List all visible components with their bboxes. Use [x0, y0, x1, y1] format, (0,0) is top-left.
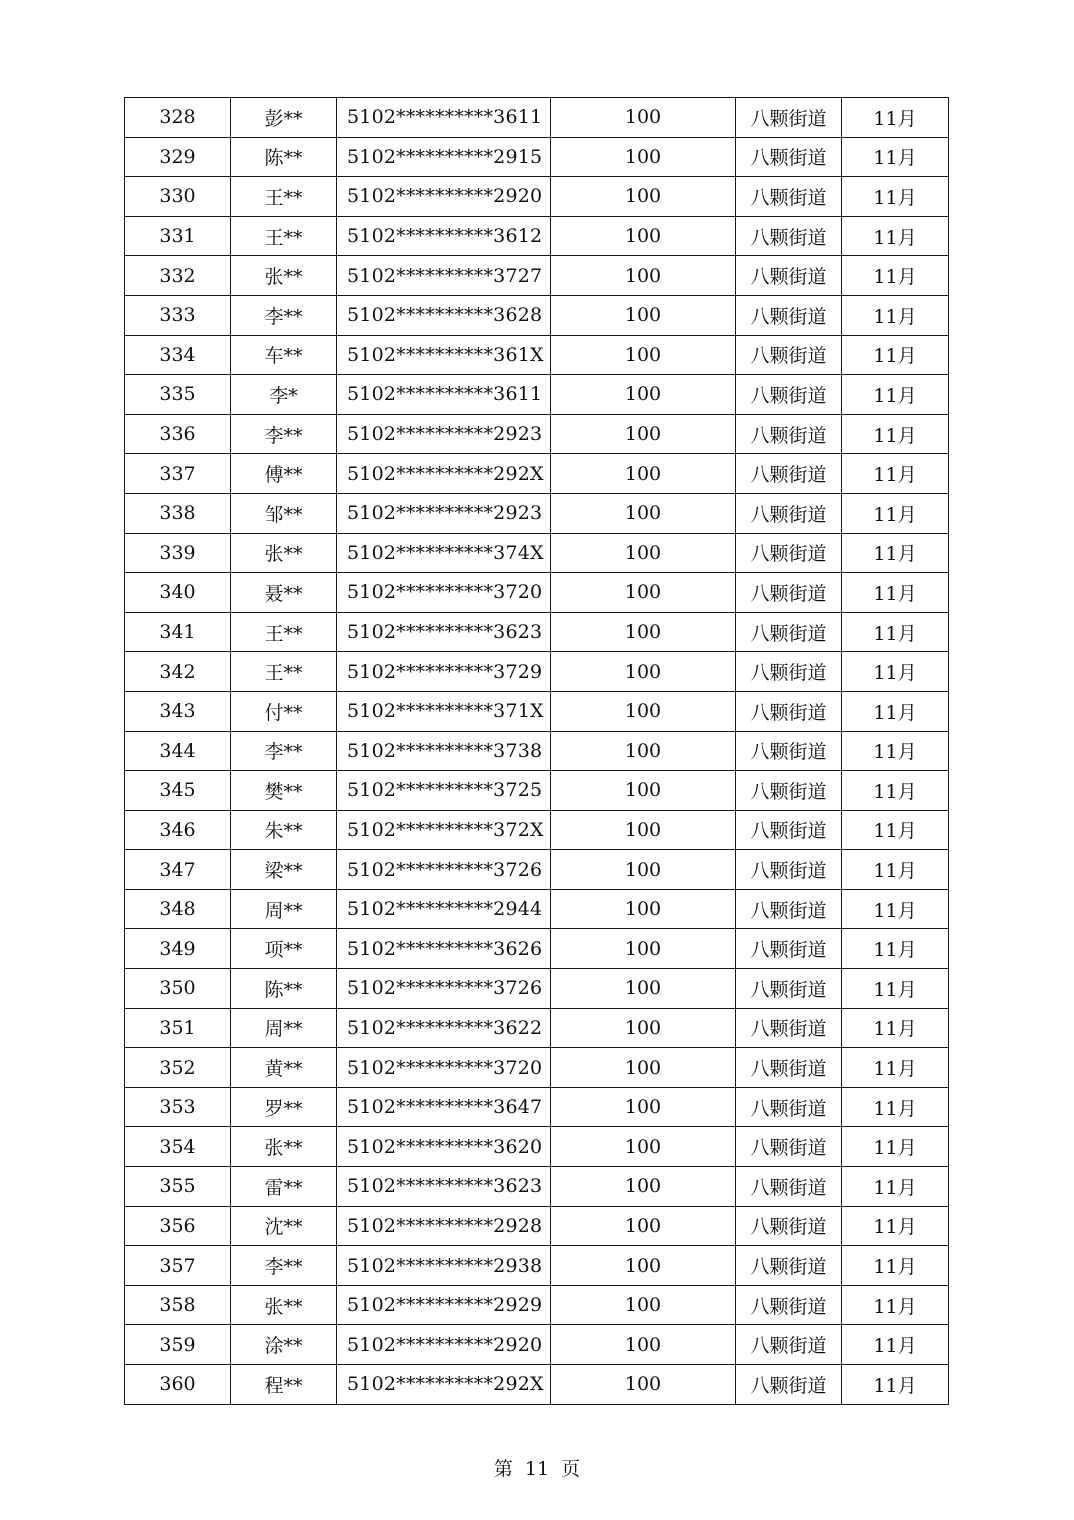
amount-cell: 100 [551, 850, 736, 890]
month-cell: 11月 [842, 177, 949, 217]
roster-body [125, 98, 949, 1405]
table-row [125, 810, 949, 850]
id-number-cell: 5102**********3620 [337, 1127, 551, 1167]
name-cell: 陈** [231, 969, 337, 1009]
serial-number-cell: 349 [125, 929, 231, 969]
month-cell: 11月 [842, 1325, 949, 1365]
name-cell: 张** [231, 256, 337, 296]
table-row [125, 929, 949, 969]
id-number-cell: 5102**********3738 [337, 731, 551, 771]
amount-cell: 100 [551, 691, 736, 731]
amount-cell: 100 [551, 1048, 736, 1088]
street-cell: 八颗街道 [736, 1325, 842, 1365]
name-cell: 周** [231, 889, 337, 929]
id-number-cell: 5102**********2923 [337, 493, 551, 533]
month-cell: 11月 [842, 1285, 949, 1325]
month-cell: 11月 [842, 612, 949, 652]
serial-number-cell: 342 [125, 652, 231, 692]
street-cell: 八颗街道 [736, 533, 842, 573]
name-cell: 王** [231, 177, 337, 217]
table-row [125, 850, 949, 890]
amount-cell: 100 [551, 1167, 736, 1207]
serial-number-cell: 330 [125, 177, 231, 217]
id-number-cell: 5102**********3727 [337, 256, 551, 296]
serial-number-cell: 347 [125, 850, 231, 890]
month-cell: 11月 [842, 216, 949, 256]
amount-cell: 100 [551, 612, 736, 652]
month-cell: 11月 [842, 1087, 949, 1127]
amount-cell: 100 [551, 454, 736, 494]
month-cell: 11月 [842, 98, 949, 138]
id-number-cell: 5102**********2929 [337, 1285, 551, 1325]
table-row [125, 1206, 949, 1246]
name-cell: 沈** [231, 1206, 337, 1246]
serial-number-cell: 341 [125, 612, 231, 652]
amount-cell: 100 [551, 177, 736, 217]
serial-number-cell: 344 [125, 731, 231, 771]
name-cell: 樊** [231, 771, 337, 811]
month-cell: 11月 [842, 533, 949, 573]
table-row [125, 1285, 949, 1325]
month-cell: 11月 [842, 137, 949, 177]
table-row [125, 137, 949, 177]
month-cell: 11月 [842, 335, 949, 375]
serial-number-cell: 355 [125, 1167, 231, 1207]
amount-cell: 100 [551, 1285, 736, 1325]
serial-number-cell: 340 [125, 573, 231, 613]
street-cell: 八颗街道 [736, 493, 842, 533]
name-cell: 雷** [231, 1167, 337, 1207]
month-cell: 11月 [842, 1206, 949, 1246]
name-cell: 李** [231, 414, 337, 454]
amount-cell: 100 [551, 256, 736, 296]
street-cell: 八颗街道 [736, 1167, 842, 1207]
amount-cell: 100 [551, 1087, 736, 1127]
amount-cell: 100 [551, 652, 736, 692]
table-row [125, 216, 949, 256]
table-row [125, 454, 949, 494]
amount-cell: 100 [551, 1127, 736, 1167]
name-cell: 涂** [231, 1325, 337, 1365]
table-row [125, 1167, 949, 1207]
street-cell: 八颗街道 [736, 1246, 842, 1286]
name-cell: 李** [231, 731, 337, 771]
id-number-cell: 5102**********3626 [337, 929, 551, 969]
street-cell: 八颗街道 [736, 335, 842, 375]
street-cell: 八颗街道 [736, 929, 842, 969]
serial-number-cell: 348 [125, 889, 231, 929]
id-number-cell: 5102**********3726 [337, 850, 551, 890]
month-cell: 11月 [842, 454, 949, 494]
name-cell: 陈** [231, 137, 337, 177]
serial-number-cell: 359 [125, 1325, 231, 1365]
table-row [125, 295, 949, 335]
id-number-cell: 5102**********292X [337, 454, 551, 494]
amount-cell: 100 [551, 929, 736, 969]
table-row [125, 98, 949, 138]
serial-number-cell: 352 [125, 1048, 231, 1088]
serial-number-cell: 336 [125, 414, 231, 454]
amount-cell: 100 [551, 1206, 736, 1246]
id-number-cell: 5102**********3725 [337, 771, 551, 811]
street-cell: 八颗街道 [736, 810, 842, 850]
month-cell: 11月 [842, 1008, 949, 1048]
id-number-cell: 5102**********2923 [337, 414, 551, 454]
serial-number-cell: 334 [125, 335, 231, 375]
amount-cell: 100 [551, 889, 736, 929]
amount-cell: 100 [551, 493, 736, 533]
month-cell: 11月 [842, 652, 949, 692]
name-cell: 李** [231, 1246, 337, 1286]
id-number-cell: 5102**********361X [337, 335, 551, 375]
amount-cell: 100 [551, 731, 736, 771]
month-cell: 11月 [842, 1167, 949, 1207]
month-cell: 11月 [842, 1365, 949, 1405]
id-number-cell: 5102**********3611 [337, 98, 551, 138]
id-number-cell: 5102**********2915 [337, 137, 551, 177]
id-number-cell: 5102**********2920 [337, 177, 551, 217]
month-cell: 11月 [842, 969, 949, 1009]
serial-number-cell: 337 [125, 454, 231, 494]
amount-cell: 100 [551, 1246, 736, 1286]
serial-number-cell: 332 [125, 256, 231, 296]
serial-number-cell: 335 [125, 375, 231, 415]
street-cell: 八颗街道 [736, 137, 842, 177]
name-cell: 李* [231, 375, 337, 415]
id-number-cell: 5102**********3622 [337, 1008, 551, 1048]
street-cell: 八颗街道 [736, 98, 842, 138]
id-number-cell: 5102**********3726 [337, 969, 551, 1009]
name-cell: 傅** [231, 454, 337, 494]
month-cell: 11月 [842, 256, 949, 296]
name-cell: 王** [231, 612, 337, 652]
id-number-cell: 5102**********3729 [337, 652, 551, 692]
name-cell: 张** [231, 533, 337, 573]
serial-number-cell: 333 [125, 295, 231, 335]
street-cell: 八颗街道 [736, 1285, 842, 1325]
name-cell: 梁** [231, 850, 337, 890]
table-row [125, 731, 949, 771]
table-row [125, 1087, 949, 1127]
page-number: 第 11 页 [493, 1458, 581, 1480]
id-number-cell: 5102**********3623 [337, 1167, 551, 1207]
amount-cell: 100 [551, 810, 736, 850]
name-cell: 李** [231, 295, 337, 335]
street-cell: 八颗街道 [736, 1048, 842, 1088]
table-row [125, 1127, 949, 1167]
id-number-cell: 5102**********3623 [337, 612, 551, 652]
street-cell: 八颗街道 [736, 652, 842, 692]
street-cell: 八颗街道 [736, 1008, 842, 1048]
month-cell: 11月 [842, 731, 949, 771]
table-row [125, 1048, 949, 1088]
month-cell: 11月 [842, 1127, 949, 1167]
serial-number-cell: 346 [125, 810, 231, 850]
id-number-cell: 5102**********3647 [337, 1087, 551, 1127]
serial-number-cell: 338 [125, 493, 231, 533]
street-cell: 八颗街道 [736, 1087, 842, 1127]
name-cell: 张** [231, 1127, 337, 1167]
serial-number-cell: 357 [125, 1246, 231, 1286]
id-number-cell: 5102**********2938 [337, 1246, 551, 1286]
table-row [125, 771, 949, 811]
street-cell: 八颗街道 [736, 295, 842, 335]
month-cell: 11月 [842, 691, 949, 731]
table-row [125, 177, 949, 217]
id-number-cell: 5102**********371X [337, 691, 551, 731]
serial-number-cell: 358 [125, 1285, 231, 1325]
table-row [125, 256, 949, 296]
table-row [125, 573, 949, 613]
serial-number-cell: 354 [125, 1127, 231, 1167]
id-number-cell: 5102**********372X [337, 810, 551, 850]
id-number-cell: 5102**********2920 [337, 1325, 551, 1365]
month-cell: 11月 [842, 929, 949, 969]
amount-cell: 100 [551, 533, 736, 573]
amount-cell: 100 [551, 216, 736, 256]
serial-number-cell: 328 [125, 98, 231, 138]
street-cell: 八颗街道 [736, 216, 842, 256]
serial-number-cell: 329 [125, 137, 231, 177]
street-cell: 八颗街道 [736, 1127, 842, 1167]
amount-cell: 100 [551, 1365, 736, 1405]
month-cell: 11月 [842, 771, 949, 811]
table-row [125, 1008, 949, 1048]
serial-number-cell: 356 [125, 1206, 231, 1246]
table-row [125, 375, 949, 415]
amount-cell: 100 [551, 98, 736, 138]
name-cell: 付** [231, 691, 337, 731]
month-cell: 11月 [842, 850, 949, 890]
amount-cell: 100 [551, 771, 736, 811]
serial-number-cell: 331 [125, 216, 231, 256]
serial-number-cell: 353 [125, 1087, 231, 1127]
street-cell: 八颗街道 [736, 969, 842, 1009]
table-row [125, 652, 949, 692]
amount-cell: 100 [551, 414, 736, 454]
serial-number-cell: 351 [125, 1008, 231, 1048]
month-cell: 11月 [842, 889, 949, 929]
table-row [125, 969, 949, 1009]
table-row [125, 691, 949, 731]
name-cell: 程** [231, 1365, 337, 1405]
name-cell: 彭** [231, 98, 337, 138]
id-number-cell: 5102**********3720 [337, 573, 551, 613]
name-cell: 张** [231, 1285, 337, 1325]
name-cell: 邹** [231, 493, 337, 533]
id-number-cell: 5102**********3611 [337, 375, 551, 415]
table-row [125, 1325, 949, 1365]
name-cell: 王** [231, 652, 337, 692]
id-number-cell: 5102**********3720 [337, 1048, 551, 1088]
id-number-cell: 5102**********3612 [337, 216, 551, 256]
month-cell: 11月 [842, 295, 949, 335]
id-number-cell: 5102**********3628 [337, 295, 551, 335]
serial-number-cell: 345 [125, 771, 231, 811]
name-cell: 项** [231, 929, 337, 969]
id-number-cell: 5102**********292X [337, 1365, 551, 1405]
street-cell: 八颗街道 [736, 375, 842, 415]
street-cell: 八颗街道 [736, 177, 842, 217]
street-cell: 八颗街道 [736, 256, 842, 296]
table-row [125, 414, 949, 454]
table-row [125, 889, 949, 929]
name-cell: 黄** [231, 1048, 337, 1088]
amount-cell: 100 [551, 1008, 736, 1048]
name-cell: 车** [231, 335, 337, 375]
serial-number-cell: 360 [125, 1365, 231, 1405]
street-cell: 八颗街道 [736, 573, 842, 613]
street-cell: 八颗街道 [736, 612, 842, 652]
amount-cell: 100 [551, 969, 736, 1009]
month-cell: 11月 [842, 1048, 949, 1088]
name-cell: 聂** [231, 573, 337, 613]
month-cell: 11月 [842, 1246, 949, 1286]
table-row [125, 335, 949, 375]
serial-number-cell: 343 [125, 691, 231, 731]
id-number-cell: 5102**********374X [337, 533, 551, 573]
name-cell: 朱** [231, 810, 337, 850]
table-row [125, 1365, 949, 1405]
street-cell: 八颗街道 [736, 1206, 842, 1246]
name-cell: 罗** [231, 1087, 337, 1127]
month-cell: 11月 [842, 573, 949, 613]
street-cell: 八颗街道 [736, 1365, 842, 1405]
street-cell: 八颗街道 [736, 414, 842, 454]
amount-cell: 100 [551, 295, 736, 335]
subsidy-roster-table [124, 97, 949, 1405]
street-cell: 八颗街道 [736, 771, 842, 811]
street-cell: 八颗街道 [736, 850, 842, 890]
id-number-cell: 5102**********2944 [337, 889, 551, 929]
amount-cell: 100 [551, 137, 736, 177]
street-cell: 八颗街道 [736, 889, 842, 929]
month-cell: 11月 [842, 493, 949, 533]
id-number-cell: 5102**********2928 [337, 1206, 551, 1246]
street-cell: 八颗街道 [736, 454, 842, 494]
month-cell: 11月 [842, 414, 949, 454]
table-row [125, 493, 949, 533]
street-cell: 八颗街道 [736, 691, 842, 731]
table-row [125, 1246, 949, 1286]
street-cell: 八颗街道 [736, 731, 842, 771]
month-cell: 11月 [842, 375, 949, 415]
table-row [125, 533, 949, 573]
serial-number-cell: 350 [125, 969, 231, 1009]
amount-cell: 100 [551, 335, 736, 375]
amount-cell: 100 [551, 1325, 736, 1365]
serial-number-cell: 339 [125, 533, 231, 573]
name-cell: 王** [231, 216, 337, 256]
month-cell: 11月 [842, 810, 949, 850]
table-row [125, 612, 949, 652]
amount-cell: 100 [551, 573, 736, 613]
amount-cell: 100 [551, 375, 736, 415]
name-cell: 周** [231, 1008, 337, 1048]
